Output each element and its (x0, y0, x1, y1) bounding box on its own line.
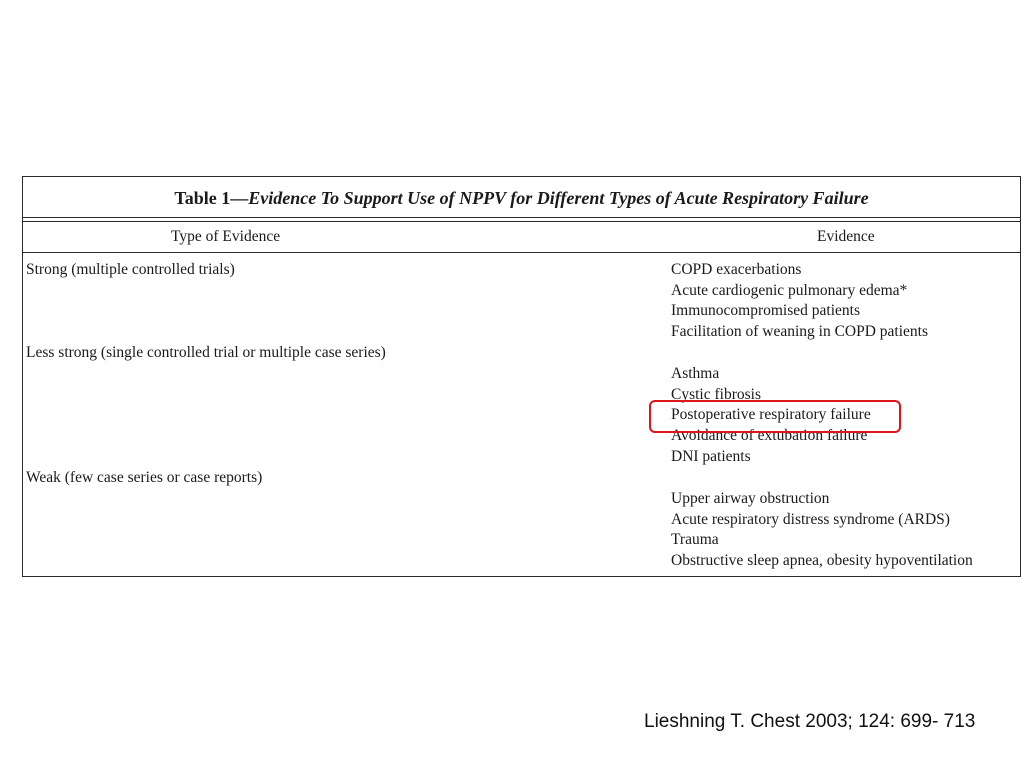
evidence-item: Immunocompromised patients (671, 302, 860, 320)
evidence-item: Obstructive sleep apnea, obesity hypoventilation (671, 552, 973, 570)
evidence-item: Avoidance of extubation failure (671, 427, 868, 445)
group-label-less-strong: Less strong (single controlled trial or multiple case series) (26, 344, 386, 361)
evidence-item: COPD exacerbations (671, 261, 802, 278)
title-rule-bottom (23, 221, 1020, 222)
citation: Lieshning T. Chest 2003; 124: 699- 713 (644, 711, 976, 732)
evidence-item: Asthma (671, 365, 720, 382)
evidence-item: Acute cardiogenic pulmonary edema* (671, 281, 908, 299)
evidence-item: Facilitation of weaning in COPD patients (671, 323, 929, 341)
group-label-weak: Weak (few case series or case reports) (26, 469, 263, 486)
header-type-of-evidence: Type of Evidence (171, 228, 281, 245)
evidence-item: DNI patients (671, 447, 751, 465)
header-evidence: Evidence (817, 228, 875, 245)
group-label-strong: Strong (multiple controlled trials) (26, 261, 235, 278)
table-title-italic: Evidence To Support Use of NPPV for Different Types of Acute Respiratory Failure (248, 188, 869, 208)
evidence-item: Trauma (671, 531, 719, 549)
evidence-item-highlighted: Postoperative respiratory failure (671, 406, 871, 424)
title-rule-top (23, 217, 1020, 218)
evidence-item: Upper airway obstruction (671, 490, 830, 507)
evidence-list-weak (671, 489, 973, 572)
evidence-list-strong (671, 260, 928, 343)
highlight-annotation-box (649, 400, 901, 433)
header-rule (23, 252, 1020, 253)
evidence-table (22, 176, 1021, 577)
evidence-item: Cystic fibrosis (671, 385, 761, 403)
table-title-prefix: Table 1— (174, 188, 249, 208)
table-title (23, 186, 1020, 210)
evidence-item: Acute respiratory distress syndrome (ARDS) (671, 510, 950, 528)
